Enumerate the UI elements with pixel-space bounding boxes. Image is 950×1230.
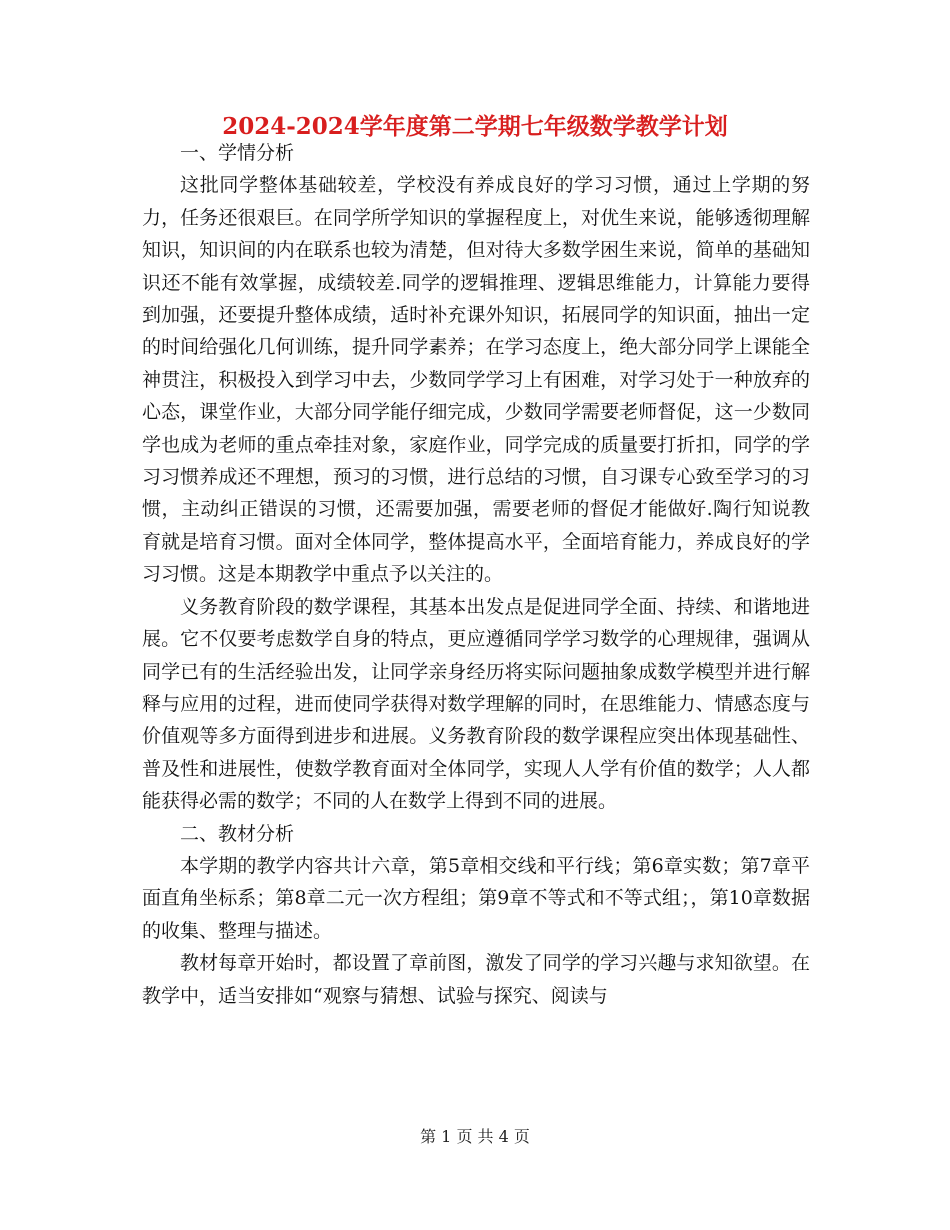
paragraph: 教材每章开始时，都设置了章前图，激发了同学的学习兴趣与求知欲望。在教学中，适当安排如“观察与猜想、试验与探究、阅读与 <box>142 952 810 1007</box>
paragraph: 本学期的教学内容共计六章，第5章相交线和平行线；第6章实数；第7章平面直角坐标系；第8章二元一次方程组；第9章不等式和不等式组；，第10章数据的收集、整理与描述。 <box>142 854 810 942</box>
section-heading-textbook-analysis: 二、教材分析 <box>180 822 295 845</box>
paragraph: 义务教育阶段的数学课程，其基本出发点是促进同学全面、持续、和谐地进展。它不仅要考虑数学自身的特点，更应遵循同学学习数学的心理规律，强调从同学已有的生活经验出发，让同学亲身经历将实际问题抽象成数学模型并进行解释与应用的过程，进而使同学获得对数学理解的同时，在思维能力、情感态度与价值观等多方面得到进步和进展。义务教育阶段的数学课程应突出体现基础性、普及性和进展性，使数学教育面对全体同学，实现人人学有价值的数学；人人都能获得必需的数学；不同的人在数学上得到不同的进展。 <box>142 595 810 813</box>
document-body <box>142 137 810 1012</box>
document-title: 2024-2024学年度第二学期七年级数学教学计划 <box>222 113 728 140</box>
paragraph: 这批同学整体基础较差，学校没有养成良好的学习习惯，通过上学期的努力，任务还很艰巨。在同学所学知识的掌握程度上，对优生来说，能够透彻理解知识，知识间的内在联系也较为清楚，但对待大多数学困生来说，简单的基础知识还不能有效掌握，成绩较差.同学的逻辑推理、逻辑思维能力，计算能力要得到加强，还要提升整体成绩，适时补充课外知识，拓展同学的知识面，抽出一定的时间给强化几何训练，提升同学素养；在学习态度上，绝大部分同学上课能全神贯注，积极投入到学习中去，少数同学学习上有困难，对学习处于一种放弃的心态，课堂作业，大部分同学能仔细完成，少数同学需要老师督促，这一少数同学也成为老师的重点牵挂对象，家庭作业，同学完成的质量要打折扣，同学的学习习惯养成还不理想，预习的习惯，进行总结的习惯，自习课专心致至学习的习惯，主动纠正错误的习惯，还需要加强，需要老师的督促才能做好.陶行知说教育就是培育习惯。面对全体同学，整体提高水平，全面培育能力，养成良好的学习习惯。这是本期教学中重点予以关注的。 <box>142 174 810 586</box>
section-heading-learning-analysis: 一、学情分析 <box>180 142 295 164</box>
page-number-footer: 第 1 页 共 4 页 <box>420 1127 530 1146</box>
